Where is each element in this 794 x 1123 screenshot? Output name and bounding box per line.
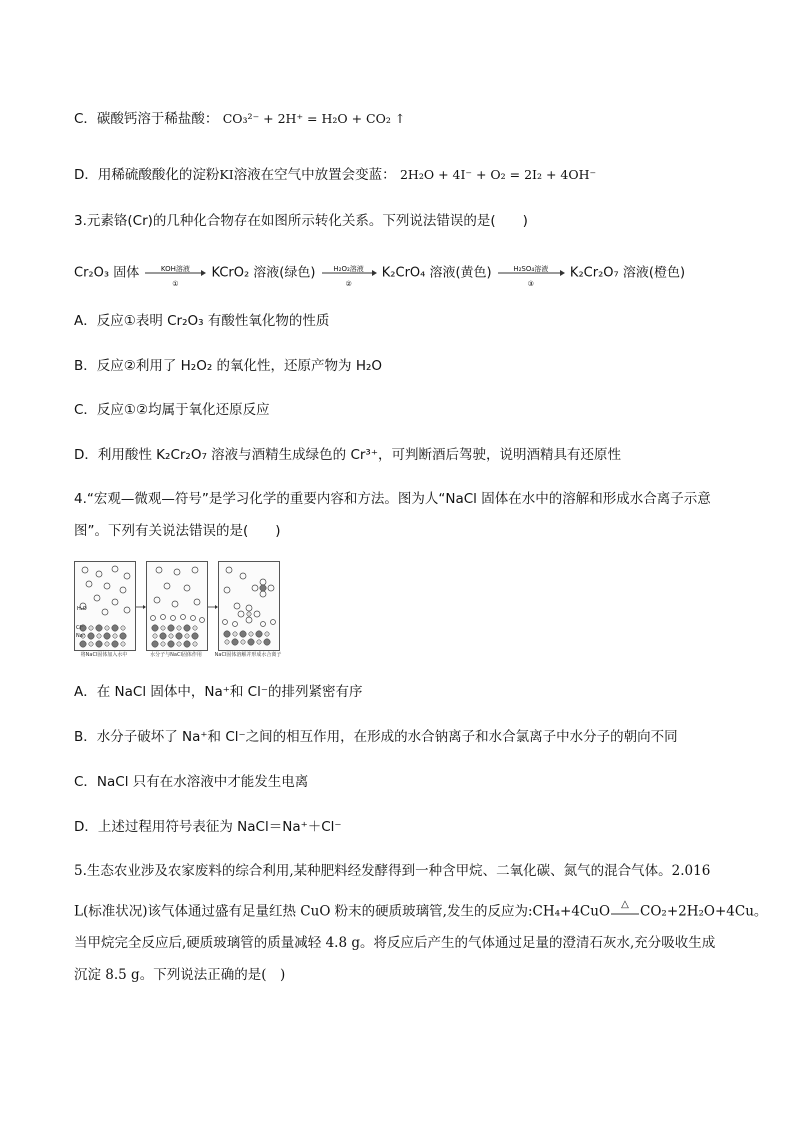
chain-arrow-2 — [320, 262, 378, 288]
chain-arrow-3 — [496, 262, 566, 288]
chain-arrow-3-reagent: H₂SO₄溶液 — [513, 265, 549, 273]
label-na: Na⁺ — [76, 633, 86, 639]
chain-arrow-1-reagent: KOH溶液 — [160, 265, 190, 273]
diagram-caption-2: 水分子与NaCl固体作用 — [150, 652, 202, 658]
chain-species-4: K₂Cr₂O₇ 溶液(橙色) — [569, 265, 686, 281]
chain-arrow-1 — [143, 262, 207, 288]
arrow-icon — [136, 603, 146, 611]
label-h2o: H₂O — [77, 606, 87, 612]
q3-conversion-chain — [74, 262, 686, 288]
q5-line4: 沉淀 8.5 g。下列说法正确的是( ) — [74, 967, 286, 983]
q5-line2 — [74, 899, 768, 922]
q2-option-d-label: D．用稀硫酸酸化的淀粉 — [74, 167, 220, 183]
diagram-panel-1 — [74, 561, 136, 651]
q4-option-b: B．水分子破坏了 Na⁺和 Cl⁻之间的相互作用，在形成的水合钠离子和水合氯离子中水分子的朝向不同 — [74, 729, 678, 745]
chain-arrow-1-step: ① — [172, 280, 179, 288]
q2-option-c-label: C．碳酸钙溶于稀盐酸： — [74, 111, 219, 127]
q4-option-d: D．上述过程用符号表征为 NaCl＝Na⁺＋Cl⁻ — [74, 819, 342, 835]
q4-option-c: C．NaCl 只有在水溶液中才能发生电离 — [74, 774, 309, 790]
nacl-dissolution-diagram — [74, 561, 282, 661]
q3-option-d: D．利用酸性 K₂Cr₂O₇ 溶液与酒精生成绿色的 Cr³⁺，可判断酒后驾驶，说明酒精具有还原性 — [74, 447, 621, 463]
arrow-icon — [208, 603, 218, 611]
water-attacking-crystal-illustration — [147, 562, 207, 650]
q3-option-b: B．反应②利用了 H₂O₂ 的氧化性，还原产物为 H₂O — [74, 358, 383, 374]
q5-line3: 当甲烷完全反应后,硬质玻璃管的质量减轻 4.8 g。将反应后产生的气体通过足量的澄清石灰水,充分吸收生成 — [74, 935, 716, 951]
diagram-caption-3: NaCl固体溶解并形成水合离子 — [214, 652, 282, 658]
q5-equation-left: CH₄+4CuO — [532, 903, 611, 920]
q4-stem-line1: 4.“宏观—微观—符号”是学习化学的重要内容和方法。图为人“NaCl 固体在水中的溶解和形成水合离子示意 — [74, 491, 711, 507]
q2-option-d-rest: 溶液在空气中放置会变蓝： — [233, 167, 396, 183]
heat-triangle-icon: △ — [621, 899, 629, 910]
chain-arrow-3-step: ③ — [527, 280, 534, 288]
chain-species-2: KCrO₂ 溶液(绿色) — [211, 265, 316, 281]
q2-option-c-equation: CO₃²⁻ + 2H⁺ = H₂O + CO₂ ↑ — [222, 111, 406, 126]
chain-species-3: K₂CrO₄ 溶液(黄色) — [381, 265, 492, 281]
q2-option-c — [74, 110, 405, 128]
q5-line1: 5.生态农业涉及农家废料的综合利用,某种肥料经发酵得到一种含甲烷、二氧化碳、氮气的混合气体。2.016 — [74, 863, 711, 879]
q3-option-a: A．反应①表明 Cr₂O₃ 有酸性氧化物的性质 — [74, 313, 330, 329]
q2-option-d-equation: 2H₂O + 4I⁻ + O₂ = 2I₂ + 4OH⁻ — [399, 167, 597, 182]
q3-option-c: C．反应①②均属于氧化还原反应 — [74, 402, 270, 418]
q4-stem-line2: 图”。下列有关说法错误的是( ) — [74, 523, 281, 539]
chain-arrow-2-reagent: H₂O₂溶液 — [333, 265, 364, 273]
diagram-panel-3 — [218, 561, 280, 651]
q5-line2-text: L(标准状况)该气体通过盛有足量红热 CuO 粉末的硬质玻璃管,发生的反应为: — [74, 903, 533, 920]
q2-option-d-ki: KI — [219, 167, 234, 182]
q3-stem: 3.元素铬(Cr)的几种化合物存在如图所示转化关系。下列说法错误的是( ) — [74, 213, 528, 229]
equals-line-icon — [610, 902, 640, 922]
q5-equation-condition — [610, 899, 640, 922]
chain-arrow-2-step: ② — [345, 280, 352, 288]
diagram-panel-2 — [146, 561, 208, 651]
q5-equation-right: CO₂+2H₂O+4Cu。 — [640, 903, 768, 920]
hydrated-ions-illustration — [219, 562, 279, 650]
label-cl: Cl⁻ — [76, 625, 84, 631]
q4-option-a: A．在 NaCl 固体中，Na⁺和 Cl⁻的排列紧密有序 — [74, 684, 363, 700]
q2-option-d — [74, 166, 596, 184]
diagram-caption-1: 将NaCl固体加入水中 — [80, 652, 128, 658]
chain-species-1: Cr₂O₃ 固体 — [74, 265, 140, 281]
